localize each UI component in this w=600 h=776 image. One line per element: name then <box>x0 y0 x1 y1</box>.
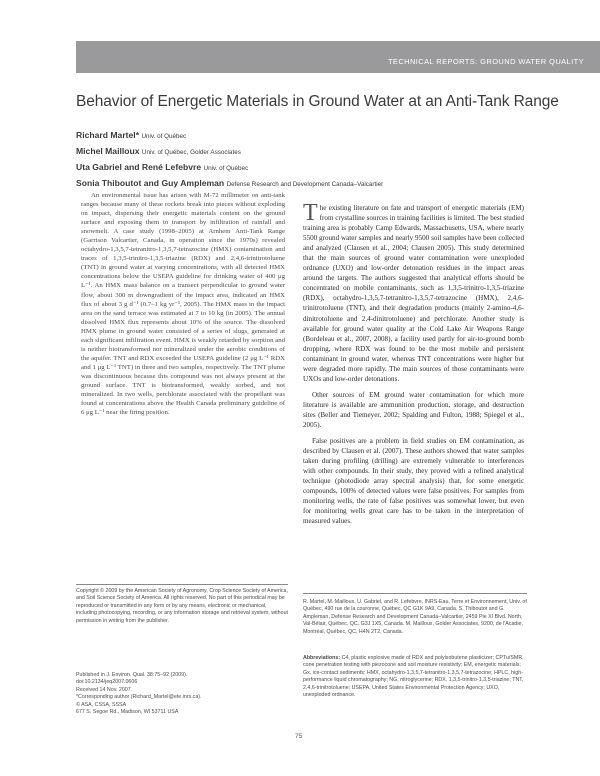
author-name: Richard Martel* <box>76 130 140 140</box>
author-line <box>76 176 576 192</box>
page-number: 75 <box>295 733 303 740</box>
copyright-notice: Copyright © 2009 by the American Society of Agronomy, Crop Science Society of America, and Soil Science Society of America. All rights reserved. No part of this periodical may be reproduced or transmitted in any form or by any means, electronic or mechanical, including photocopying, recording, or any information storage and retrieval system, without permission in writing from the publisher. <box>76 588 288 624</box>
author-affiliation: Univ. of Québec <box>141 133 187 140</box>
author-list <box>76 128 576 192</box>
publication-line: © ASA, CSSA, SSSA <box>76 701 127 708</box>
body-text <box>303 200 524 532</box>
body-paragraph: False positives are a problem in field studies on EM contamination, as described by Clausen et al. (2007). These authors showed that water samples taken during profiling (drilling) are extremely vulnerable to interferences with other compounds. In their study, they proved with a refined analytical technique (photodiode array spectral analysis) that, for some energetic compounds, 100% of detected values were false positives. For samples from monitoring wells, the rate of false positives was somewhat lower, but even for monitoring wells great care has to be taken in the interpretation of measured values. <box>303 437 524 526</box>
author-line <box>76 144 576 160</box>
author-name: Sonia Thiboutot and Guy Ampleman <box>76 178 225 188</box>
section-banner <box>76 41 600 73</box>
author-affiliations-footnote: R. Martel, M. Mailloux, U. Gabriel, and R. Lefebvre, INRS-Eau, Terre et Environnement, Univ. of Québec, 490 rue de la couronne, Québec, QC G1K 9A9, Canada. S. Thiboutot and G. Ampleman, Defense Research and Development Canada–Valcartier, 2459 Pie XI Blvd. North, Val-Bélair, Québec, QC, G3J 1X5, Canada. M. Mailloux, Golder Associates, 9200, de l'Acadie, Montréal, Québec, QC, H4N 2T2, Canada. <box>303 599 527 635</box>
drop-cap: T <box>303 200 318 226</box>
abbreviations-footnote <box>303 655 527 699</box>
author-name: Michel Mailloux <box>76 146 140 156</box>
abbreviations-text: C4, plastic explosive made of RDX and polyisobutene plasticizer; CPTu/SMR, cone penetration testing with piezocone and soil moisture resistivity; EM, energetic materials; Gx, ice-contact sediments; HMX, octahydro-1,3,5,7-tetranitro-1,3,5,7-tetrazocine; HPLC, high-performance liquid chromatography; NG, nitroglycerine; RDX, 1,3,5-trinitro-1,3,5-triazine; TNT, 2,4,6-trinitrotoluene; USEPA, United States Environmental Protection Agency; UXO, unexploded ordnance. <box>303 655 524 699</box>
doi-link[interactable]: doi:10.2134/jeq2007.0606 <box>76 679 138 686</box>
author-affiliation: Univ. of Québec, Golder Associates <box>141 149 241 156</box>
body-paragraph-text: he existing literature on fate and transport of energetic materials (EM) from crystalline sources in training facilities is limited. The best studied training area is probably Camp Edwards, Massachusetts, USA, where nearly 5500 ground water samples and nearly 9500 soil samples have been collected and analyzed (Clausen et al., 2004; Clausen 2005). This study determined that the main sources of ground water contamination were unexploded ordnance (UXO) and low-order detonation residues in the impact areas around the targets. The authors suggested that analytical efforts should be concentrated on mobile contaminants, such as 1,3,5-trinitro-1,3,5-triazine (RDX), octahydro-1,3,5,7-tetranitro-1,3,5,7-tetrazocine (HMX), 2,4,6-trinitrotoluene (TNT), and their degradation products (mainly 2-amino-4,6-dinitrotoluene and 2,4-dinitrotoluene) and perchlorate. Another study is available for ground water quality at the Cold Lake Air Weapons Range (Bordeleau et al., 2007, 2008), a facility used partly for air-to-ground bomb dropping, where RDX was found to be the most mobile and persistent contaminant in ground water, whereas TNT concentrations were higher but were degraded more rapidly. The main sources of those contaminants were UXOs and low-order detonations. <box>303 204 524 383</box>
corresponding-author: *Corresponding author (Richard_Martel@ete.inrs.ca). <box>76 694 202 701</box>
author-affiliation: Univ. of Québec <box>203 165 249 172</box>
author-affiliation: Defense Research and Development Canada–Valcartier <box>226 181 384 188</box>
body-paragraph: Other sources of EM ground water contamination for which more literature is available are ammunition production, storage, and destruction sites (Beller and Tiemeyer, 2002; Spalding and Fulton, 1988; Spiegel et al., 2005). <box>303 390 524 429</box>
article-title: Behavior of Energetic Materials in Ground Water at an Anti-Tank Range <box>76 93 559 110</box>
footnote-divider <box>76 584 288 585</box>
footnote-divider <box>303 593 527 594</box>
author-line <box>76 160 576 176</box>
author-line <box>76 128 576 144</box>
author-name: Uta Gabriel and René Lefebvre <box>76 162 202 172</box>
publication-line: 677 S. Segoe Rd., Madison, WI 53711 USA <box>76 709 179 716</box>
publication-line: Published in J. Environ. Qual. 38:75–92 (2009). <box>76 672 188 678</box>
section-label: TECHNICAL REPORTS: GROUND WATER QUALITY <box>387 57 584 66</box>
abbreviations-label: Abbreviations: <box>303 655 341 661</box>
abstract: An environmental issue has arisen with M-72 millimeter on anti-tank ranges because many of these rockets break into pieces without exploding on impact, dispersing their energetic materials content on the ground surface and exposing them to transport by infiltration of rainfall and snowmelt. A case study (1998–2005) at Arnhem Anti-Tank Range (Garrison Valcartier, Canada, in operation since the 1970s) revealed octahydro-1,3,5,7-tetranitro-1,3,5,7-tetrazocine (HMX) contamination and traces of 1,3,5-trinitro-1,3,5-triazine (RDX) and 2,4,6-trinitrotoluene (TNT) in ground water at varying concentrations, with all detected HMX concentrations below the USEPA guideline for drinking water of 400 μg L⁻¹. An HMX mass balance on a transect perpendicular to ground water flow, about 300 m downgradient of the impact area, indicated an HMX flux of about 3 g d⁻¹ (0.7–1 kg yr⁻¹, 2005). The HMX mass in the impact area on the sand terrace was estimated at 7 to 10 kg (in 2005). The annual dissolved HMX flux represents about 10% of the source. The dissolved HMX plume in ground water consisted of a series of slugs, generated at each significant infiltration event. HMX is weakly retarded by sorption and is neither biotransformed nor mineralized under the aerobic conditions of the aquifer. TNT and RDX exceeded the USEPA guideline (2 μg L⁻¹ RDX and 1 μg L⁻¹ TNT) in three and two samples, respectively. The TNT plume was discontinuous because this compound was not always present at the ground surface. TNT is biotransformed, weakly sorbed, and not mineralized. In two wells, perchlorate associated with the propellant was found at concentrations above the Health Canada preliminary guideline of 6 μg L⁻¹ near the firing position. <box>81 192 285 417</box>
body-paragraph <box>303 200 524 384</box>
publication-line: Received 14 Nov. 2007. <box>76 686 133 693</box>
publication-info <box>76 672 288 716</box>
